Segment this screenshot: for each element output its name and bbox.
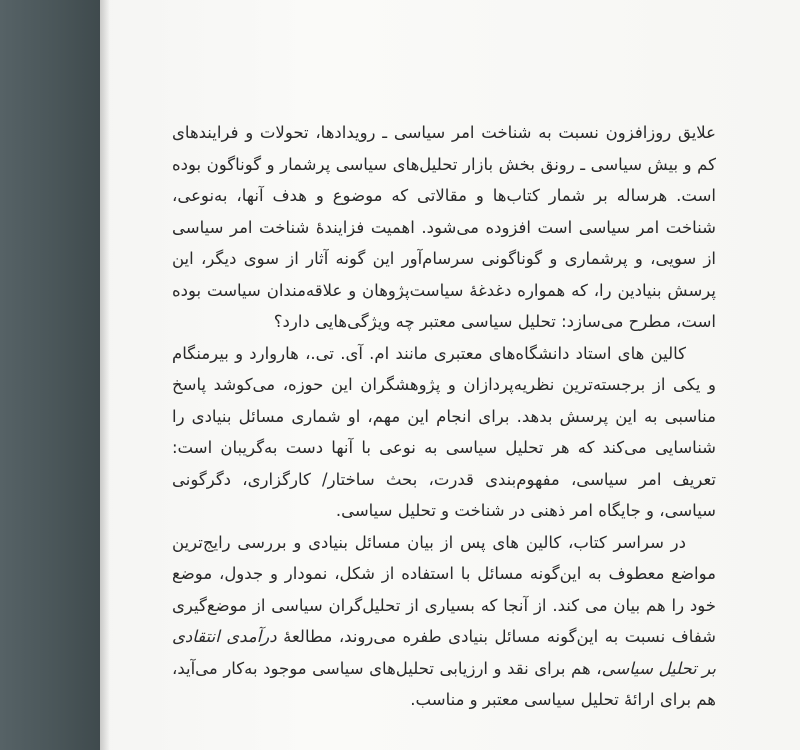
blurb-text — [172, 117, 716, 716]
paragraph-book-value-end: ، هم برای نقد و ارزیابی تحلیل‌های سیاسی موجود به‌کار می‌آید، هم برای ارائهٔ تحلیل سیاسی معتبر و مناسب. — [172, 658, 716, 709]
paragraph-book-value-start: در سراسر کتاب، کالین های پس از بیان مسائل بنیادی و بررسی رایج‌ترین مواضع معطوف به این‌گونه مسائل با استفاده از شکل، نمودار و جدول، موضع خود را هم بیان می کند. از آنجا که بسیاری از تحلیل‌گران سیاسی از موضع‌گیری شفاف نسبت به این‌گونه مسائل بنیادی طفره می‌روند، مطالعهٔ — [172, 532, 716, 646]
paragraph-author: کالین های استاد دانشگاه‌های معتبری مانند ام. آی. تی.، هاروارد و بیرمنگام و یکی از برجسته‌ترین نظریه‌پردازان و پژوهشگران این حوزه، می‌کوشد پاسخ مناسبی به این پرسش بدهد. برای انجام این مهم، او شماری مسائل بنیادی را شناسایی می‌کند که هر تحلیل سیاسی به نوعی با آنها دست به‌گریبان است: تعریف امر سیاسی، مفهوم‌بندی قدرت، بحث ساختار/ کارگزاری، دگرگونی سیاسی، و جایگاه امر ذهنی در شناخت و تحلیل سیاسی. — [172, 343, 716, 520]
book-spine — [0, 0, 100, 750]
paragraph-intro: علایق روزافزون نسبت به شناخت امر سیاسی ـ رویدادها، تحولات و فرایندهای کم و بیش سیاسی ـ رونق بخش بازار تحلیل‌های سیاسی پرشمار و گوناگون بوده است. هرساله بر شمار کتاب‌ها و مقالاتی که موضوع و هدف آنها، به‌نوعی، شناخت امر سیاسی است افزوده می‌شود. اهمیت فزایندهٔ شناخت امر سیاسی از سویی، و پرشماری و گوناگونی سرسام‌آور این گونه آثار از سوی دیگر، این پرسش بنیادین را، که همواره دغدغهٔ سیاست‌پژوهان و علاقه‌مندان سیاست بوده است، مطرح می‌سازد: تحلیل سیاسی معتبر چه ویژگی‌هایی دارد؟ — [172, 123, 716, 331]
book-title: درآمدی انتقادی بر تحلیل سیاسی — [172, 627, 716, 678]
spine-shadow — [100, 0, 110, 750]
paragraph-book-value — [172, 527, 716, 716]
